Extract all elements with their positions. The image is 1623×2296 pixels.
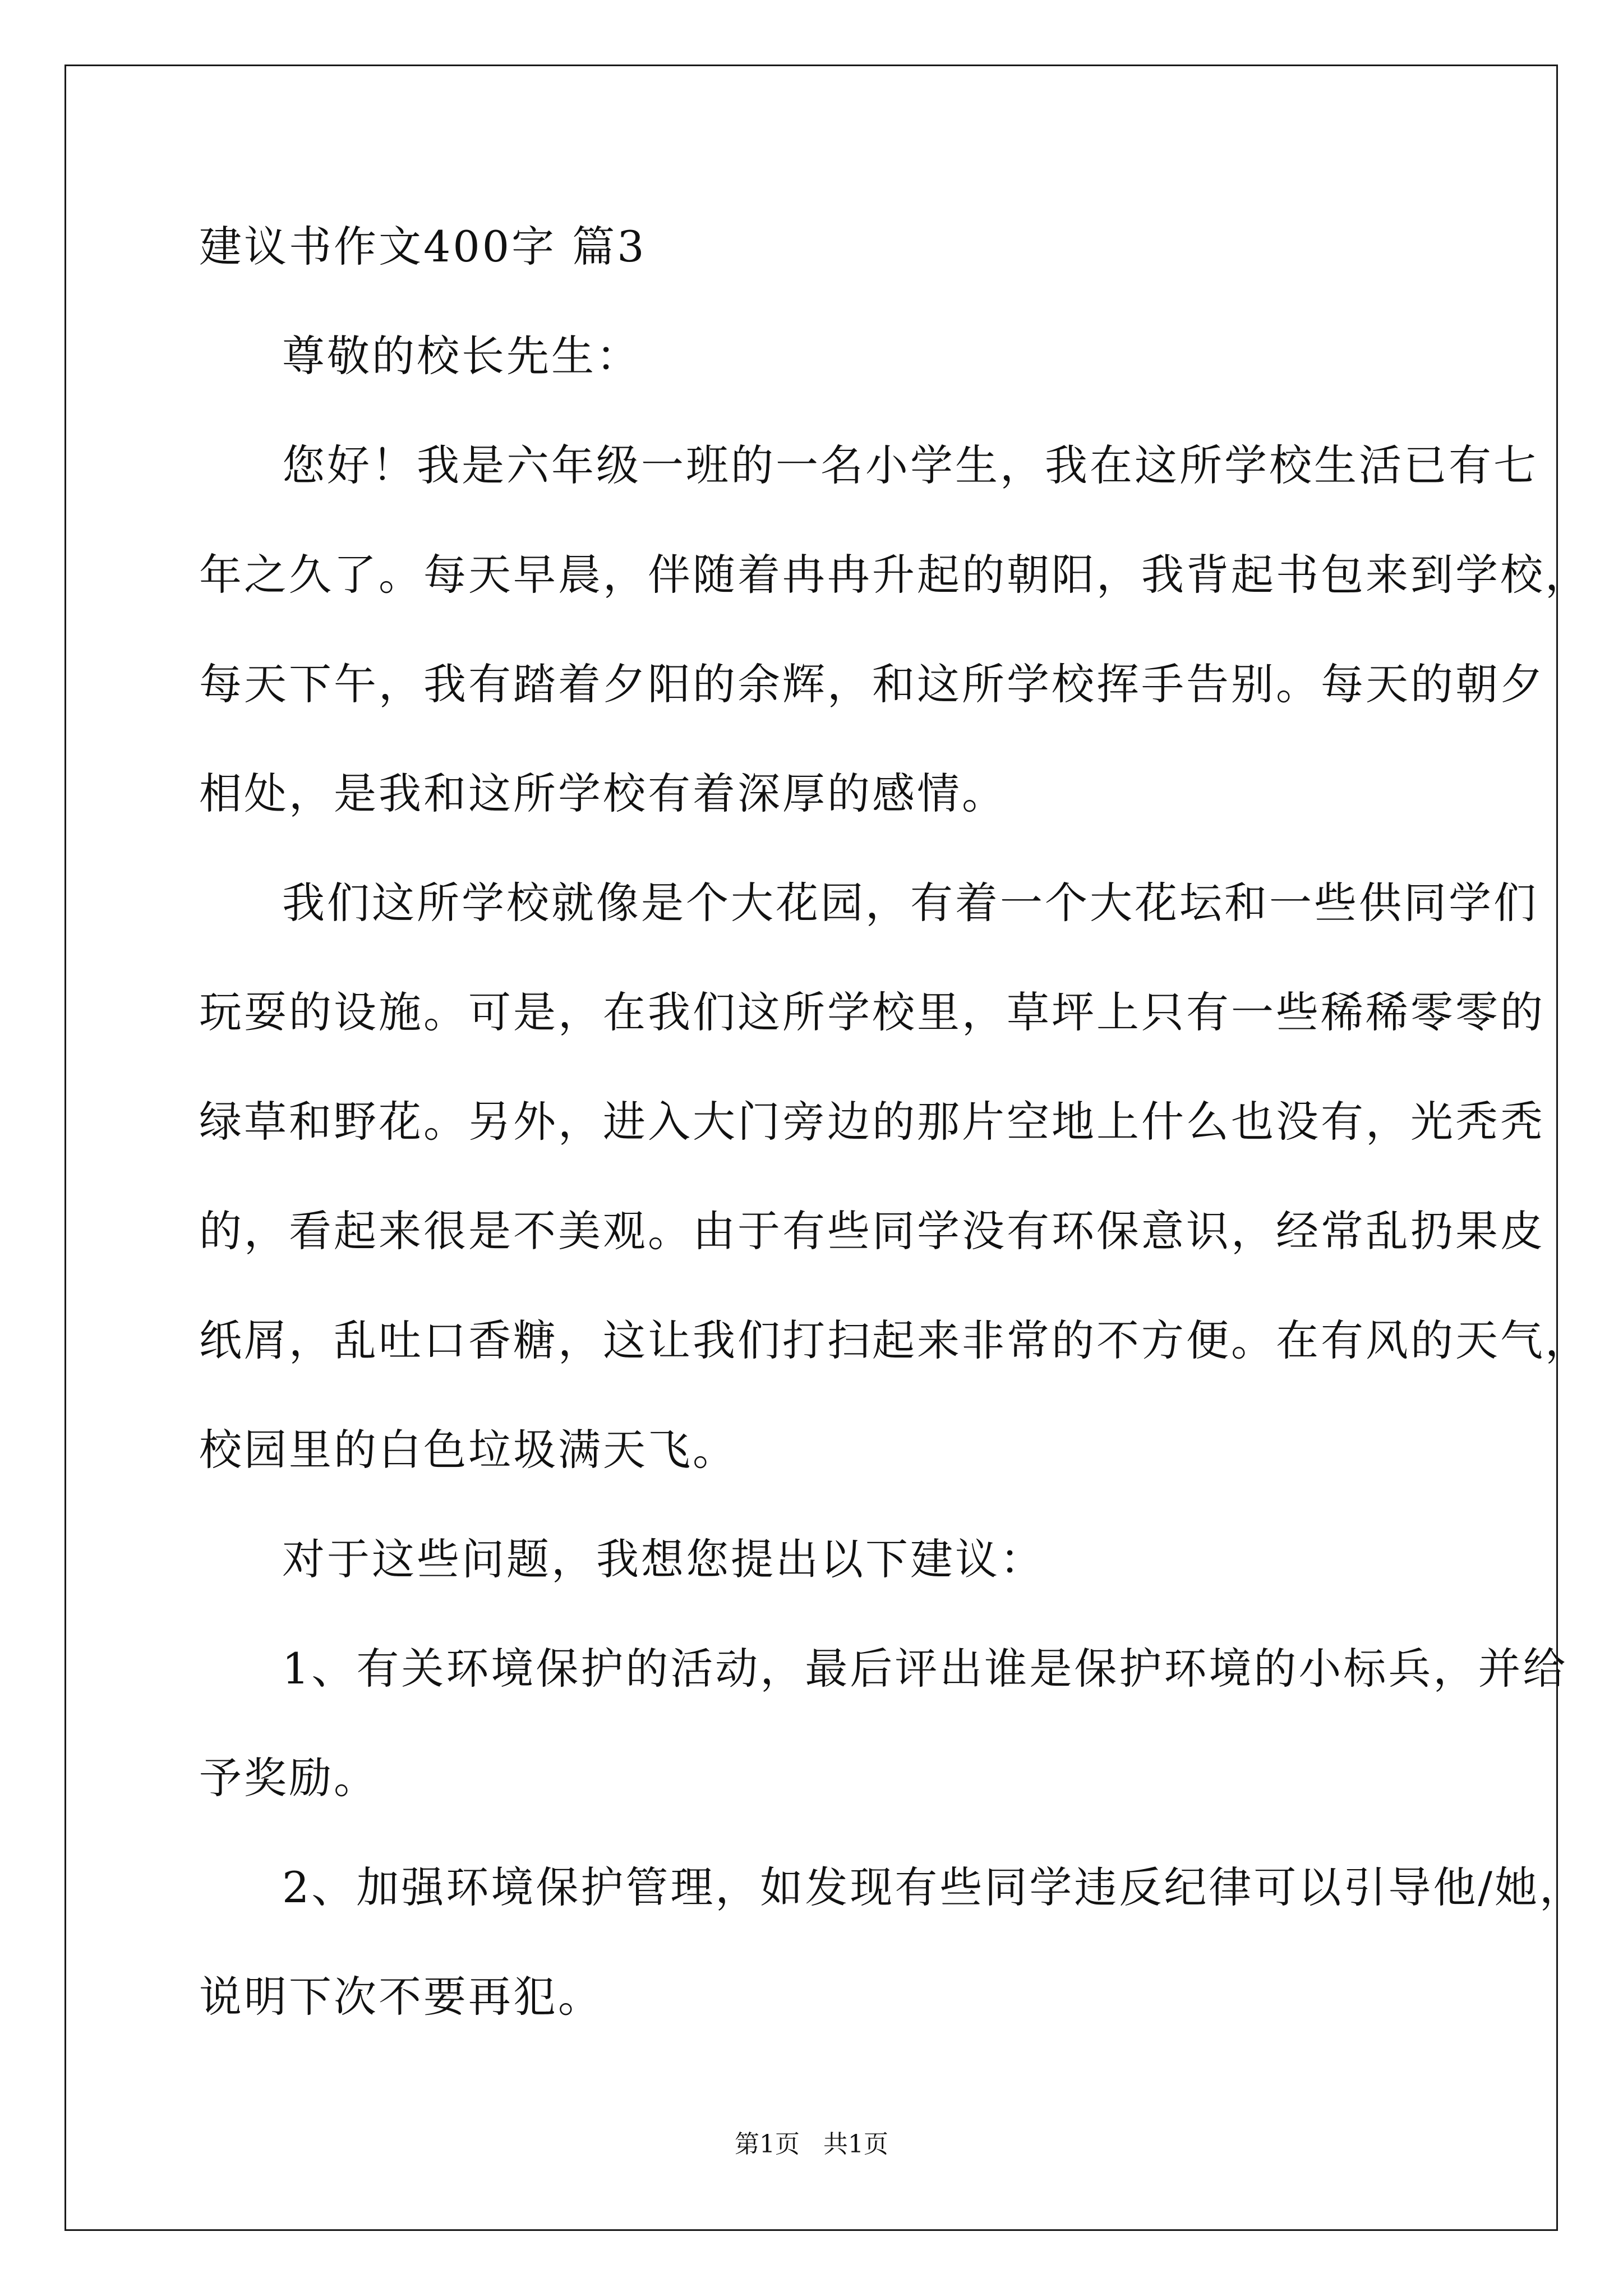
paragraph-line: 纸屑，乱吐口香糖，这让我们打扫起来非常的不方便。在有风的天气，: [199, 1315, 1590, 1365]
paragraph-line: 每天下午，我有踏着夕阳的余辉，和这所学校挥手告别。每天的朝夕: [199, 659, 1545, 709]
salutation: 尊敬的校长先生：: [282, 331, 641, 381]
list-item-continuation: 予奖励。: [199, 1753, 379, 1803]
page-footer: 第1页 共1页: [735, 2130, 888, 2159]
paragraph-line: 对于这些问题，我想您提出以下建议：: [282, 1534, 1045, 1584]
paragraph-line: 玩耍的设施。可是，在我们这所学校里，草坪上只有一些稀稀零零的: [199, 987, 1545, 1037]
paragraph-line: 年之久了。每天早晨，伴随着冉冉升起的朝阳，我背起书包来到学校，: [199, 550, 1590, 600]
paragraph-line: 校园里的白色垃圾满天飞。: [199, 1425, 737, 1475]
paragraph-line: 相处，是我和这所学校有着深厚的感情。: [199, 769, 1007, 818]
document-title: 建议书作文400字 篇3: [199, 222, 647, 272]
list-item: 2、加强环境保护管理，如发现有些同学违反纪律可以引导他/她，: [282, 1862, 1584, 1912]
list-item-continuation: 说明下次不要再犯。: [199, 1972, 603, 2022]
paragraph-line: 的，看起来很是不美观。由于有些同学没有环保意识，经常乱扔果皮: [199, 1206, 1545, 1256]
paragraph-line: 我们这所学校就像是个大花园，有着一个大花坛和一些供同学们: [282, 878, 1538, 928]
paragraph-line: 绿草和野花。另外，进入大门旁边的那片空地上什么也没有，光秃秃: [199, 1097, 1545, 1147]
paragraph-line: 您好！我是六年级一班的一名小学生，我在这所学校生活已有七: [282, 440, 1538, 490]
list-item: 1、有关环境保护的活动，最后评出谁是保护环境的小标兵，并给: [282, 1644, 1568, 1694]
